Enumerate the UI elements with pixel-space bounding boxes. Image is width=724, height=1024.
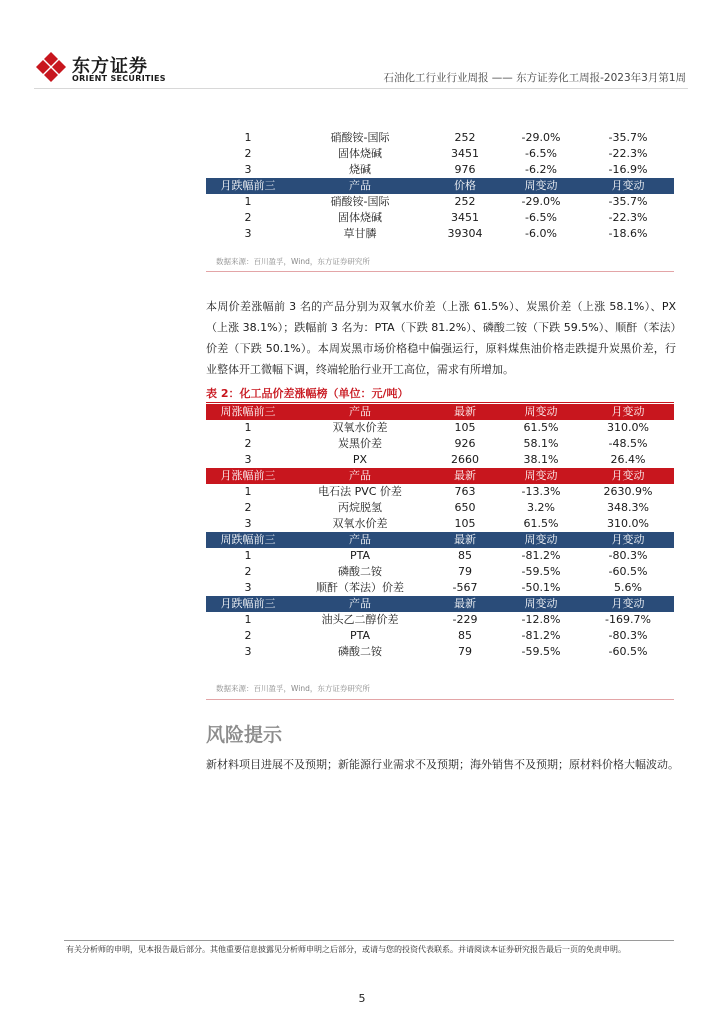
table-row [206,516,674,532]
table-cell: 油头乙二醇价差 [321,613,399,626]
table-header-cell: 周变动 [500,178,582,194]
table-header-cell: 产品 [290,532,430,548]
header-divider [34,88,688,89]
table-header-cell: 产品 [290,404,430,420]
report-title: 石油化工行业行业周报 —— 东方证券化工周报-2023年3月第1周 [383,72,686,84]
table-cell: 丙烷脱氢 [338,501,382,514]
table-cell: 650 [454,501,476,514]
table-header-row [206,178,674,194]
page-number: 5 [358,992,366,1005]
table-header-cell: 周变动 [500,404,582,420]
table-bottom-rule [206,699,674,700]
table-cell: 烧碱 [349,163,371,176]
table-cell: -81.2% [521,629,561,642]
section-heading-risk: 风险提示 [206,724,283,746]
table-row [206,130,674,146]
table-cell: 3 [244,581,252,594]
price-change-table [206,130,674,242]
table-cell: 3 [244,163,252,176]
table-cell: 1 [244,195,252,208]
table-cell: 2660 [451,453,479,466]
table-cell: 2 [244,211,252,224]
table-cell: 3 [244,453,252,466]
table-cell: -6.2% [525,163,557,176]
table-cell: 79 [458,645,472,658]
footer-divider [64,940,674,941]
table-cell: 1 [244,131,252,144]
table-row [206,548,674,564]
table-cell: 电石法 PVC 价差 [318,485,402,498]
table-row [206,484,674,500]
table-source-note: 数据来源：百川盈孚，Wind，东方证券研究所 [216,684,370,693]
table-cell: -35.7% [608,131,648,144]
table-title: 表 2：化工品价差涨幅榜（单位：元/吨） [206,387,409,400]
table-row [206,644,674,660]
spread-change-table [206,404,674,660]
table-cell: -22.3% [608,147,648,160]
orient-logo-icon [34,50,68,84]
table-cell: 2 [244,565,252,578]
table-cell: 1 [244,613,252,626]
table-header-row [206,404,674,420]
table-cell: 1 [244,421,252,434]
table-row [206,146,674,162]
table-header-row [206,532,674,548]
table-cell: -18.6% [608,227,648,240]
table-cell: 976 [454,163,476,176]
table-cell: 2 [244,437,252,450]
table-header-cell: 产品 [290,596,430,612]
table-header-cell: 月跌幅前三 [206,596,290,612]
table-row [206,226,674,242]
table-cell: 硝酸铵-国际 [330,195,390,208]
table-cell: 26.4% [610,453,646,466]
table-cell: 3 [244,645,252,658]
table-header-row [206,468,674,484]
table-cell: 38.1% [523,453,559,466]
table-row [206,500,674,516]
table-cell: -12.8% [521,613,561,626]
table-cell: 2 [244,629,252,642]
table-cell: -35.7% [608,195,648,208]
table-cell: 炭黑价差 [338,437,382,450]
table-header-cell: 最新 [430,468,500,484]
table-cell: -6.5% [525,211,557,224]
risk-text: 新材料项目进展不及预期；新能源行业需求不及预期；海外销售不及预期；原材料价格大幅波动。 [206,758,679,771]
company-logo [34,50,164,86]
table-cell: 3451 [451,147,479,160]
table-cell: 310.0% [607,421,649,434]
table-cell: -29.0% [521,131,561,144]
table-title-rule [206,402,674,403]
table-row [206,420,674,436]
table-header-cell: 周变动 [500,596,582,612]
table-cell: 39304 [447,227,483,240]
table-cell: 2 [244,501,252,514]
table-row [206,628,674,644]
table-cell: -59.5% [521,645,561,658]
table-cell: 硝酸铵-国际 [330,131,390,144]
table-row [206,436,674,452]
table-cell: 348.3% [607,501,649,514]
logo-chinese-name: 东方证券 [72,56,148,77]
table-cell: 顺酐（苯法）价差 [316,581,404,594]
table-cell: -50.1% [521,581,561,594]
table-cell: -29.0% [521,195,561,208]
table-cell: 85 [458,629,472,642]
table-cell: -59.5% [521,565,561,578]
table-cell: PTA [349,549,371,562]
table-header-cell: 月变动 [582,532,674,548]
table-row [206,564,674,580]
table-header-cell: 最新 [430,532,500,548]
table-header-cell: 月变动 [582,468,674,484]
table-cell: -22.3% [608,211,648,224]
table-row [206,612,674,628]
table-header-cell: 周变动 [500,468,582,484]
table-cell: -60.5% [608,645,648,658]
table-cell: -16.9% [608,163,648,176]
table-cell: 双氧水价差 [332,421,388,434]
table-cell: -13.3% [521,485,561,498]
table-cell: 固体烧碱 [338,147,382,160]
table-cell: 763 [454,485,476,498]
table-cell: 固体烧碱 [338,211,382,224]
table-header-cell: 周涨幅前三 [206,404,290,420]
table-header-cell: 月变动 [582,404,674,420]
table-header-cell: 价格 [430,178,500,194]
table-row [206,194,674,210]
table-cell: -80.3% [608,549,648,562]
table-cell: -6.5% [525,147,557,160]
table-cell: 252 [454,131,476,144]
table-header-cell: 月跌幅前三 [206,178,290,194]
table-header-cell: 周跌幅前三 [206,532,290,548]
table-cell: 61.5% [523,421,559,434]
table-cell: PX [352,453,368,466]
table-cell: -80.3% [608,629,648,642]
table-cell: 草甘膦 [343,227,377,240]
table-cell: 2 [244,147,252,160]
table-header-row [206,596,674,612]
table-row [206,580,674,596]
table-cell: 磷酸二铵 [338,645,382,658]
table-cell: 1 [244,485,252,498]
table-cell: 3 [244,517,252,530]
table-cell: 310.0% [607,517,649,530]
table-cell: 3451 [451,211,479,224]
table-cell: 3.2% [527,501,555,514]
table-cell: 926 [454,437,476,450]
table-cell: 磷酸二铵 [338,565,382,578]
table-header-cell: 最新 [430,404,500,420]
table-row [206,452,674,468]
table-cell: -229 [452,613,478,626]
table-cell: -567 [452,581,478,594]
table-cell: 2630.9% [603,485,653,498]
table-cell: PTA [349,629,371,642]
table-cell: 1 [244,549,252,562]
table-header-cell: 月涨幅前三 [206,468,290,484]
table-cell: -81.2% [521,549,561,562]
table-cell: -60.5% [608,565,648,578]
table-cell: -48.5% [608,437,648,450]
table-header-cell: 周变动 [500,532,582,548]
table-cell: 79 [458,565,472,578]
table-bottom-rule [206,271,674,272]
table-header-cell: 最新 [430,596,500,612]
table-cell: 5.6% [614,581,642,594]
table-cell: 105 [454,421,476,434]
table-header-cell: 产品 [290,178,430,194]
table-source-note: 数据来源：百川盈孚，Wind，东方证券研究所 [216,257,370,266]
table-row [206,210,674,226]
table-cell: 85 [458,549,472,562]
table-cell: 252 [454,195,476,208]
body-paragraph: 本周价差涨幅前 3 名的产品分别为双氧水价差（上涨 61.5%）、炭黑价差（上涨 58.1%）、PX（上涨 38.1%）；跌幅前 3 名为：PTA（下跌 81.2%）、磷酸二铵（下跌 59.5%）、顺酐（苯法）价差（下跌 50.1%）。本周炭黑市场价格稳中偏强运行，原料煤焦油价格走跌提升炭黑价差，行业整体开工微幅下调，终端轮胎行业开工高位，需求有所增加。 [206,300,676,376]
table-row [206,162,674,178]
logo-english-name: ORIENT SECURITIES [72,74,166,83]
table-header-cell: 月变动 [582,596,674,612]
table-cell: -169.7% [605,613,651,626]
table-cell: 双氧水价差 [332,517,388,530]
table-header-cell: 产品 [290,468,430,484]
table-cell: 105 [454,517,476,530]
footer-disclaimer: 有关分析师的申明，见本报告最后部分。其他重要信息披露见分析师申明之后部分，或请与您的投资代表联系。并请阅读本证券研究报告最后一页的免责申明。 [66,945,626,954]
table-header-cell: 月变动 [582,178,674,194]
table-cell: 58.1% [523,437,559,450]
table-cell: 3 [244,227,252,240]
table-cell: -6.0% [525,227,557,240]
table-cell: 61.5% [523,517,559,530]
